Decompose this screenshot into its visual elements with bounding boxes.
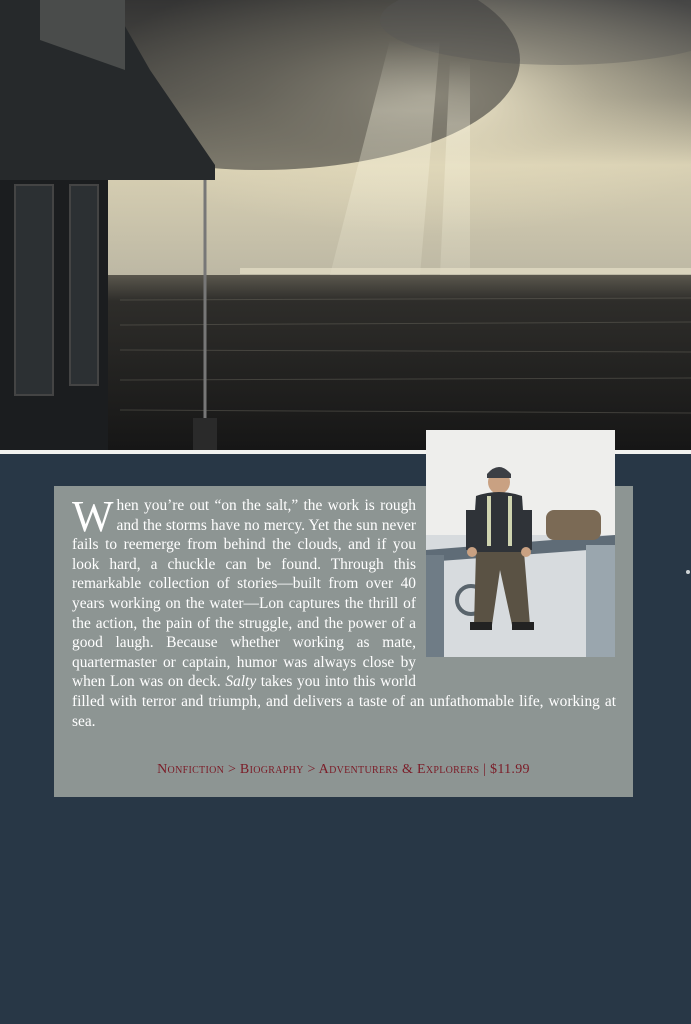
description-text-2: takes you into this world filled with terror and triumph, and delivers a taste of an unfathomable life, working at sea. — [72, 673, 616, 730]
hero-sea-illustration — [0, 0, 691, 450]
book-title-italic: Salty — [225, 673, 257, 691]
author-on-deck-illustration — [426, 430, 615, 657]
category-and-price: Nonfiction > Biography > Adventurers & Explorers | $11.99 — [157, 762, 530, 777]
author-photo — [426, 430, 615, 657]
edge-mark — [686, 570, 690, 574]
hero-sea-photo — [0, 0, 691, 450]
drop-cap: W — [72, 492, 114, 541]
description-text-1: hen you’re out “on the salt,” the work is rough and the storms have no mercy. Yet the sun never fails to reemerge from behind the clouds, and if you look hard, a chuckle can be found. Through this remarkable collection of stories—built from over 40 years working on the water—Lon captures the thrill of the action, the pain of the struggle, and the power of a good laugh. Because whether working as mate, quartermaster or captain, humor was always close by when Lon was on deck. — [72, 497, 416, 691]
